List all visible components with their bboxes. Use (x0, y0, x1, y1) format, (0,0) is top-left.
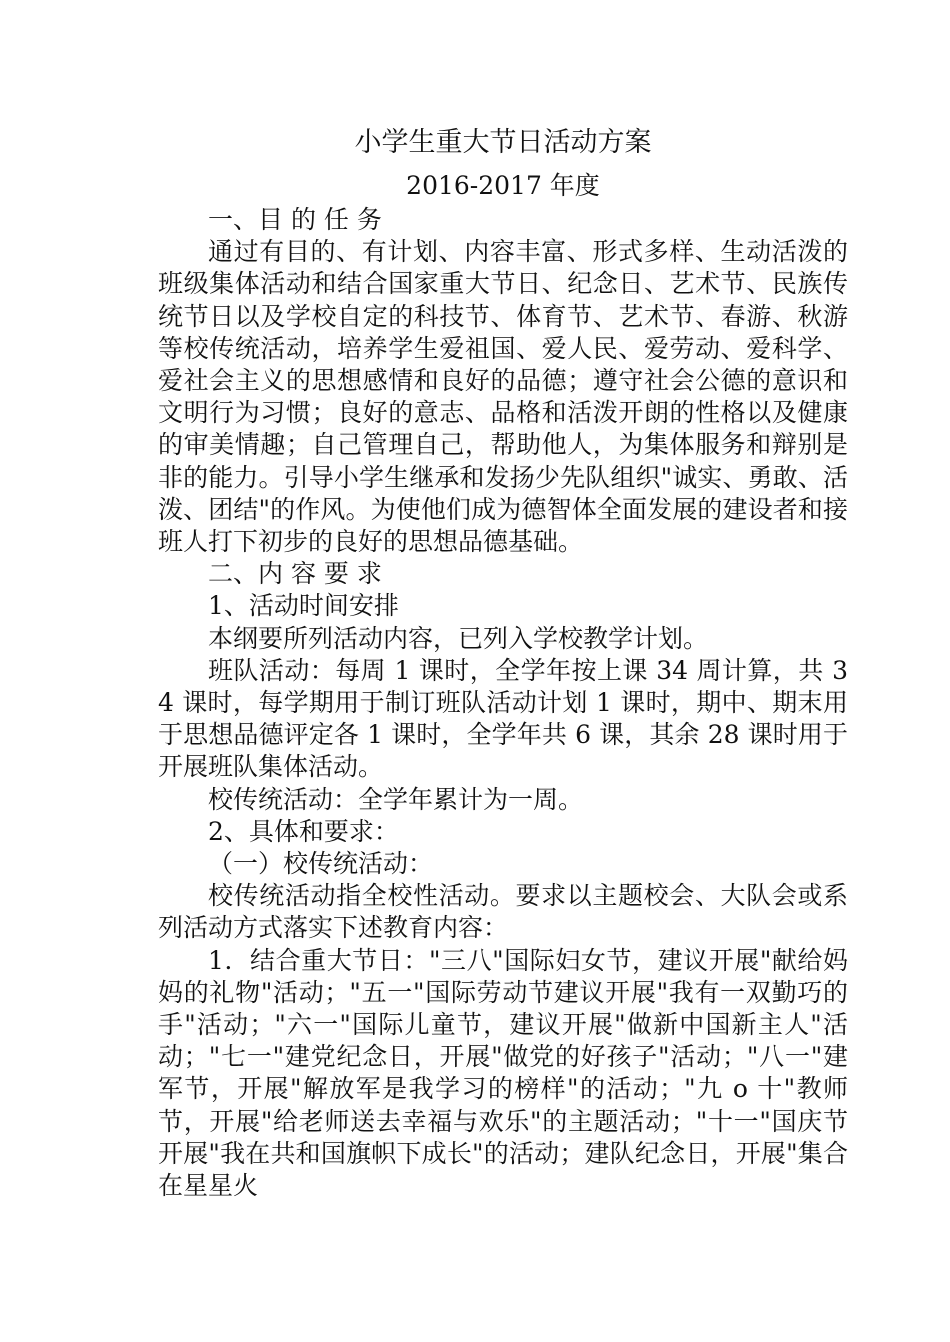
paragraph-traditional: 校传统活动指全校性活动。要求以主题校会、大队会或系列活动方式落实下述教育内容： (158, 881, 848, 943)
paragraph-school-activities: 校传统活动：全学年累计为一周。 (208, 784, 584, 814)
paragraph-class-activities: 班队活动：每周 1 课时，全学年按上课 34 周计算，共 34 课时，每学期用于制订班队活动计划 1 课时，期中、期末用于思想品德评定各 1 课时，全学年共 6 课，其余 28 课时用于开展班队集体活动。 (158, 655, 848, 782)
document-title: 小学生重大节日活动方案 (354, 127, 652, 158)
section-heading-purpose: 一、目 的 任 务 (208, 205, 382, 234)
subheading-requirements: 2、具体和要求： (208, 816, 399, 846)
section-heading-content: 二、内 容 要 求 (208, 559, 382, 589)
paragraph-plan: 本纲要所列活动内容，已列入学校教学计划。 (208, 623, 709, 653)
paragraph-festivals: 1．结合重大节日："三八"国际妇女节，建议开展"献给妈妈的礼物"活动；"五一"国际劳动节建议开展"我有一双勤巧的手"活动；"六一"国际儿童节，建议开展"做新中国新主人"活动；"七一"建党纪念日，开展"做党的好孩子"活动；"八一"建军节，开展"解放军是我学习的榜样"的活动；"九 o 十"教师节，开展"给老师送去幸福与欢乐"的主题活动；"十一"国庆节开展"我在共和国旗帜下成长"的活动；建队纪念日，开展"集合在星星火 (158, 945, 848, 1201)
paragraph-purpose: 通过有目的、有计划、内容丰富、形式多样、生动活泼的班级集体活动和结合国家重大节日、纪念日、艺术节、民族传统节日以及学校自定的科技节、体育节、艺术节、春游、秋游等校传统活动，培养学生爱祖国、爱人民、爱劳动、爱科学、爱社会主义的思想感情和良好的品德；遵守社会公德的意识和文明行为习惯；良好的意志、品格和活泼开朗的性格以及健康的审美情趣；自己管理自己，帮助他人，为集体服务和辩别是非的能力。引导小学生继承和发扬少先队组织"诚实、勇敢、活泼、团结"的作风。为使他们成为德智体全面发展的建设者和接班人打下初步的良好的思想品德基础。 (158, 237, 848, 557)
document-subtitle: 2016-2017 年度 (406, 171, 600, 200)
subheading-schedule: 1、活动时间安排 (208, 591, 399, 621)
document-body (158, 118, 848, 1202)
subheading-traditional: （一）校传统活动： (208, 849, 434, 879)
